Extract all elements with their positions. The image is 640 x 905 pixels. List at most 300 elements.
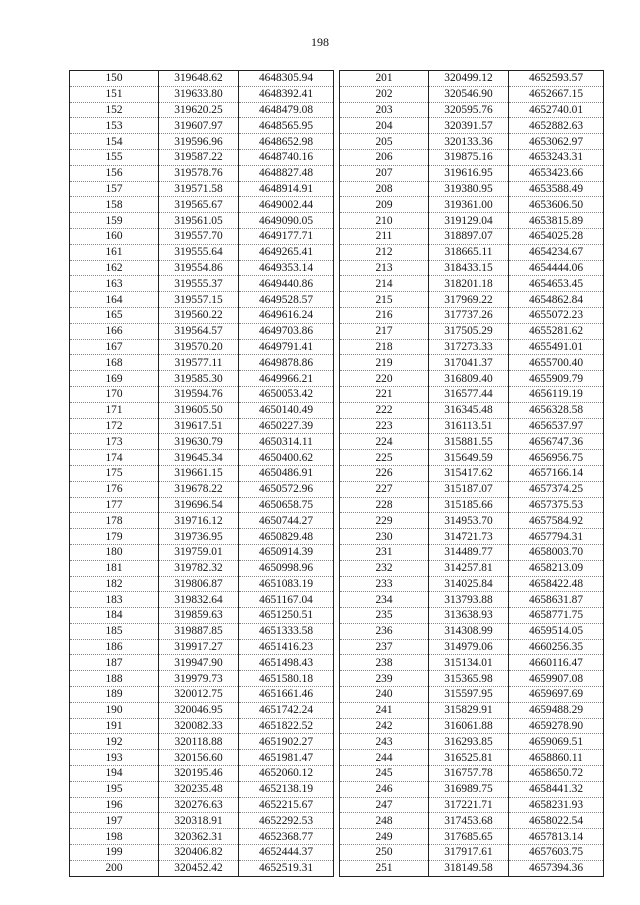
left-x-coordinate-cell: 320318.91 <box>159 813 239 829</box>
right-y-coordinate-cell: 4652882.63 <box>509 118 604 134</box>
table-row <box>70 71 604 87</box>
left-point-number-cell: 197 <box>70 813 159 829</box>
right-y-coordinate-cell: 4656537.97 <box>509 418 604 434</box>
right-y-coordinate-cell: 4656119.19 <box>509 386 604 402</box>
left-x-coordinate-cell: 320195.46 <box>159 766 239 782</box>
right-point-number-cell: 218 <box>340 339 429 355</box>
left-point-number-cell: 158 <box>70 197 159 213</box>
left-x-coordinate-cell: 319605.50 <box>159 402 239 418</box>
right-x-coordinate-cell: 315365.98 <box>429 671 509 687</box>
left-y-coordinate-cell: 4649090.05 <box>239 213 334 229</box>
left-point-number-cell: 190 <box>70 702 159 718</box>
table-row <box>70 434 604 450</box>
left-point-number-cell: 169 <box>70 371 159 387</box>
table-row <box>70 623 604 639</box>
right-y-coordinate-cell: 4656328.58 <box>509 402 604 418</box>
right-y-coordinate-cell: 4656747.36 <box>509 434 604 450</box>
right-y-coordinate-cell: 4655700.40 <box>509 355 604 371</box>
left-point-number-cell: 175 <box>70 465 159 481</box>
left-y-coordinate-cell: 4649791.41 <box>239 339 334 355</box>
table-row <box>70 608 604 624</box>
left-x-coordinate-cell: 319979.73 <box>159 671 239 687</box>
right-y-coordinate-cell: 4653588.49 <box>509 181 604 197</box>
left-y-coordinate-cell: 4650400.62 <box>239 450 334 466</box>
right-x-coordinate-cell: 316113.51 <box>429 418 509 434</box>
right-y-coordinate-cell: 4658213.09 <box>509 560 604 576</box>
right-y-coordinate-cell: 4653243.31 <box>509 149 604 165</box>
right-x-coordinate-cell: 316989.75 <box>429 781 509 797</box>
right-x-coordinate-cell: 317453.68 <box>429 813 509 829</box>
right-y-coordinate-cell: 4659278.90 <box>509 718 604 734</box>
right-x-coordinate-cell: 318433.15 <box>429 260 509 276</box>
right-y-coordinate-cell: 4653062.97 <box>509 134 604 150</box>
right-point-number-cell: 211 <box>340 228 429 244</box>
left-y-coordinate-cell: 4652368.77 <box>239 829 334 845</box>
left-point-number-cell: 185 <box>70 623 159 639</box>
table-row <box>70 260 604 276</box>
left-point-number-cell: 199 <box>70 845 159 861</box>
table-row <box>70 671 604 687</box>
left-x-coordinate-cell: 320276.63 <box>159 797 239 813</box>
right-point-number-cell: 224 <box>340 434 429 450</box>
right-x-coordinate-cell: 315649.59 <box>429 450 509 466</box>
table-row <box>70 102 604 118</box>
right-point-number-cell: 202 <box>340 86 429 102</box>
left-point-number-cell: 160 <box>70 228 159 244</box>
left-y-coordinate-cell: 4649703.86 <box>239 323 334 339</box>
right-point-number-cell: 248 <box>340 813 429 829</box>
left-x-coordinate-cell: 319620.25 <box>159 102 239 118</box>
right-point-number-cell: 205 <box>340 134 429 150</box>
table-row <box>70 307 604 323</box>
right-point-number-cell: 208 <box>340 181 429 197</box>
left-point-number-cell: 183 <box>70 592 159 608</box>
right-point-number-cell: 240 <box>340 687 429 703</box>
table-row <box>70 355 604 371</box>
right-y-coordinate-cell: 4653815.89 <box>509 213 604 229</box>
left-x-coordinate-cell: 320082.33 <box>159 718 239 734</box>
left-y-coordinate-cell: 4651661.46 <box>239 687 334 703</box>
right-x-coordinate-cell: 320499.12 <box>429 71 509 87</box>
right-y-coordinate-cell: 4660256.35 <box>509 639 604 655</box>
right-x-coordinate-cell: 315881.55 <box>429 434 509 450</box>
left-x-coordinate-cell: 319577.11 <box>159 355 239 371</box>
left-point-number-cell: 152 <box>70 102 159 118</box>
left-y-coordinate-cell: 4652215.67 <box>239 797 334 813</box>
right-y-coordinate-cell: 4654444.06 <box>509 260 604 276</box>
table-row <box>70 544 604 560</box>
right-y-coordinate-cell: 4653423.66 <box>509 165 604 181</box>
table-row <box>70 829 604 845</box>
left-point-number-cell: 192 <box>70 734 159 750</box>
right-point-number-cell: 250 <box>340 845 429 861</box>
table-row <box>70 450 604 466</box>
left-point-number-cell: 191 <box>70 718 159 734</box>
left-y-coordinate-cell: 4648392.41 <box>239 86 334 102</box>
table-row <box>70 797 604 813</box>
right-point-number-cell: 242 <box>340 718 429 734</box>
left-point-number-cell: 167 <box>70 339 159 355</box>
right-x-coordinate-cell: 314721.73 <box>429 529 509 545</box>
right-point-number-cell: 230 <box>340 529 429 545</box>
table-row <box>70 165 604 181</box>
left-point-number-cell: 161 <box>70 244 159 260</box>
left-point-number-cell: 194 <box>70 766 159 782</box>
left-y-coordinate-cell: 4649177.71 <box>239 228 334 244</box>
right-point-number-cell: 228 <box>340 497 429 513</box>
right-point-number-cell: 231 <box>340 544 429 560</box>
right-x-coordinate-cell: 318665.11 <box>429 244 509 260</box>
left-point-number-cell: 186 <box>70 639 159 655</box>
left-x-coordinate-cell: 319587.22 <box>159 149 239 165</box>
left-y-coordinate-cell: 4651167.04 <box>239 592 334 608</box>
table-row <box>70 813 604 829</box>
right-point-number-cell: 233 <box>340 576 429 592</box>
table-row <box>70 276 604 292</box>
right-point-number-cell: 216 <box>340 307 429 323</box>
table-row <box>70 576 604 592</box>
right-x-coordinate-cell: 314489.77 <box>429 544 509 560</box>
table-row <box>70 386 604 402</box>
left-y-coordinate-cell: 4651333.58 <box>239 623 334 639</box>
left-y-coordinate-cell: 4648740.16 <box>239 149 334 165</box>
right-x-coordinate-cell: 317917.61 <box>429 845 509 861</box>
left-y-coordinate-cell: 4650744.27 <box>239 513 334 529</box>
left-x-coordinate-cell: 319571.58 <box>159 181 239 197</box>
left-y-coordinate-cell: 4650486.91 <box>239 465 334 481</box>
right-x-coordinate-cell: 317505.29 <box>429 323 509 339</box>
right-x-coordinate-cell: 319129.04 <box>429 213 509 229</box>
right-y-coordinate-cell: 4659907.08 <box>509 671 604 687</box>
left-x-coordinate-cell: 319560.22 <box>159 307 239 323</box>
right-point-number-cell: 229 <box>340 513 429 529</box>
left-point-number-cell: 155 <box>70 149 159 165</box>
right-x-coordinate-cell: 314257.81 <box>429 560 509 576</box>
right-x-coordinate-cell: 314979.06 <box>429 639 509 655</box>
table-row <box>70 639 604 655</box>
right-y-coordinate-cell: 4657603.75 <box>509 845 604 861</box>
right-point-number-cell: 207 <box>340 165 429 181</box>
right-y-coordinate-cell: 4654234.67 <box>509 244 604 260</box>
left-y-coordinate-cell: 4651083.19 <box>239 576 334 592</box>
left-y-coordinate-cell: 4650227.39 <box>239 418 334 434</box>
right-x-coordinate-cell: 315187.07 <box>429 481 509 497</box>
left-x-coordinate-cell: 320452.42 <box>159 860 239 876</box>
left-y-coordinate-cell: 4651416.23 <box>239 639 334 655</box>
table-row <box>70 228 604 244</box>
left-point-number-cell: 195 <box>70 781 159 797</box>
right-y-coordinate-cell: 4658771.75 <box>509 608 604 624</box>
right-x-coordinate-cell: 320595.76 <box>429 102 509 118</box>
table-row <box>70 655 604 671</box>
right-x-coordinate-cell: 315597.95 <box>429 687 509 703</box>
right-y-coordinate-cell: 4659514.05 <box>509 623 604 639</box>
left-point-number-cell: 177 <box>70 497 159 513</box>
table-row <box>70 766 604 782</box>
right-point-number-cell: 203 <box>340 102 429 118</box>
right-x-coordinate-cell: 319361.00 <box>429 197 509 213</box>
right-y-coordinate-cell: 4657584.92 <box>509 513 604 529</box>
right-x-coordinate-cell: 319616.95 <box>429 165 509 181</box>
left-x-coordinate-cell: 319585.30 <box>159 371 239 387</box>
right-x-coordinate-cell: 314025.84 <box>429 576 509 592</box>
right-point-number-cell: 232 <box>340 560 429 576</box>
right-x-coordinate-cell: 314953.70 <box>429 513 509 529</box>
left-point-number-cell: 159 <box>70 213 159 229</box>
left-x-coordinate-cell: 319696.54 <box>159 497 239 513</box>
left-y-coordinate-cell: 4650914.39 <box>239 544 334 560</box>
left-point-number-cell: 178 <box>70 513 159 529</box>
left-x-coordinate-cell: 320012.75 <box>159 687 239 703</box>
table-row <box>70 702 604 718</box>
right-point-number-cell: 249 <box>340 829 429 845</box>
table-row <box>70 86 604 102</box>
left-x-coordinate-cell: 319607.97 <box>159 118 239 134</box>
left-point-number-cell: 166 <box>70 323 159 339</box>
right-point-number-cell: 201 <box>340 71 429 87</box>
left-y-coordinate-cell: 4651580.18 <box>239 671 334 687</box>
left-y-coordinate-cell: 4649353.14 <box>239 260 334 276</box>
right-point-number-cell: 206 <box>340 149 429 165</box>
left-point-number-cell: 162 <box>70 260 159 276</box>
right-y-coordinate-cell: 4652740.01 <box>509 102 604 118</box>
right-y-coordinate-cell: 4658441.32 <box>509 781 604 797</box>
left-x-coordinate-cell: 319678.22 <box>159 481 239 497</box>
left-point-number-cell: 189 <box>70 687 159 703</box>
right-y-coordinate-cell: 4657394.36 <box>509 860 604 876</box>
right-y-coordinate-cell: 4657813.14 <box>509 829 604 845</box>
right-x-coordinate-cell: 318149.58 <box>429 860 509 876</box>
left-x-coordinate-cell: 319596.96 <box>159 134 239 150</box>
table-row <box>70 481 604 497</box>
left-y-coordinate-cell: 4650053.42 <box>239 386 334 402</box>
right-x-coordinate-cell: 317273.33 <box>429 339 509 355</box>
left-y-coordinate-cell: 4649440.86 <box>239 276 334 292</box>
right-point-number-cell: 217 <box>340 323 429 339</box>
left-y-coordinate-cell: 4650314.11 <box>239 434 334 450</box>
left-point-number-cell: 171 <box>70 402 159 418</box>
left-point-number-cell: 174 <box>70 450 159 466</box>
right-x-coordinate-cell: 316577.44 <box>429 386 509 402</box>
right-point-number-cell: 226 <box>340 465 429 481</box>
right-point-number-cell: 243 <box>340 734 429 750</box>
right-point-number-cell: 238 <box>340 655 429 671</box>
left-y-coordinate-cell: 4649265.41 <box>239 244 334 260</box>
left-y-coordinate-cell: 4648565.95 <box>239 118 334 134</box>
right-point-number-cell: 234 <box>340 592 429 608</box>
table-row <box>70 497 604 513</box>
table-row <box>70 418 604 434</box>
left-point-number-cell: 184 <box>70 608 159 624</box>
table-row <box>70 118 604 134</box>
right-point-number-cell: 220 <box>340 371 429 387</box>
left-y-coordinate-cell: 4649966.21 <box>239 371 334 387</box>
left-point-number-cell: 200 <box>70 860 159 876</box>
right-y-coordinate-cell: 4655491.01 <box>509 339 604 355</box>
left-point-number-cell: 193 <box>70 750 159 766</box>
right-x-coordinate-cell: 315185.66 <box>429 497 509 513</box>
left-x-coordinate-cell: 319561.05 <box>159 213 239 229</box>
right-y-coordinate-cell: 4659697.69 <box>509 687 604 703</box>
table-row <box>70 592 604 608</box>
right-x-coordinate-cell: 317221.71 <box>429 797 509 813</box>
left-point-number-cell: 173 <box>70 434 159 450</box>
right-y-coordinate-cell: 4655909.79 <box>509 371 604 387</box>
left-point-number-cell: 170 <box>70 386 159 402</box>
right-x-coordinate-cell: 315417.62 <box>429 465 509 481</box>
left-x-coordinate-cell: 319887.85 <box>159 623 239 639</box>
left-y-coordinate-cell: 4649528.57 <box>239 292 334 308</box>
left-x-coordinate-cell: 319648.62 <box>159 71 239 87</box>
right-point-number-cell: 247 <box>340 797 429 813</box>
left-point-number-cell: 168 <box>70 355 159 371</box>
left-y-coordinate-cell: 4648479.08 <box>239 102 334 118</box>
left-x-coordinate-cell: 319565.67 <box>159 197 239 213</box>
left-y-coordinate-cell: 4648827.48 <box>239 165 334 181</box>
table-row <box>70 860 604 876</box>
left-point-number-cell: 157 <box>70 181 159 197</box>
left-x-coordinate-cell: 319782.32 <box>159 560 239 576</box>
table-row <box>70 197 604 213</box>
left-y-coordinate-cell: 4651981.47 <box>239 750 334 766</box>
coordinate-table <box>69 70 604 877</box>
table-row <box>70 750 604 766</box>
left-point-number-cell: 151 <box>70 86 159 102</box>
left-point-number-cell: 198 <box>70 829 159 845</box>
left-point-number-cell: 187 <box>70 655 159 671</box>
left-y-coordinate-cell: 4650140.49 <box>239 402 334 418</box>
left-y-coordinate-cell: 4650658.75 <box>239 497 334 513</box>
left-x-coordinate-cell: 319557.15 <box>159 292 239 308</box>
right-y-coordinate-cell: 4657375.53 <box>509 497 604 513</box>
right-y-coordinate-cell: 4654025.28 <box>509 228 604 244</box>
left-x-coordinate-cell: 319630.79 <box>159 434 239 450</box>
right-x-coordinate-cell: 317685.65 <box>429 829 509 845</box>
table-row <box>70 323 604 339</box>
left-x-coordinate-cell: 319564.57 <box>159 323 239 339</box>
left-x-coordinate-cell: 319759.01 <box>159 544 239 560</box>
table-row <box>70 513 604 529</box>
right-point-number-cell: 246 <box>340 781 429 797</box>
left-y-coordinate-cell: 4651822.52 <box>239 718 334 734</box>
left-point-number-cell: 150 <box>70 71 159 87</box>
table-row <box>70 244 604 260</box>
left-y-coordinate-cell: 4652292.53 <box>239 813 334 829</box>
left-x-coordinate-cell: 319555.64 <box>159 244 239 260</box>
table-row <box>70 292 604 308</box>
right-y-coordinate-cell: 4655281.62 <box>509 323 604 339</box>
left-y-coordinate-cell: 4650572.96 <box>239 481 334 497</box>
left-y-coordinate-cell: 4649878.86 <box>239 355 334 371</box>
right-y-coordinate-cell: 4654862.84 <box>509 292 604 308</box>
left-x-coordinate-cell: 319645.34 <box>159 450 239 466</box>
left-x-coordinate-cell: 319633.80 <box>159 86 239 102</box>
right-point-number-cell: 221 <box>340 386 429 402</box>
table-row <box>70 781 604 797</box>
left-point-number-cell: 176 <box>70 481 159 497</box>
right-y-coordinate-cell: 4652593.57 <box>509 71 604 87</box>
right-x-coordinate-cell: 313638.93 <box>429 608 509 624</box>
right-point-number-cell: 241 <box>340 702 429 718</box>
left-x-coordinate-cell: 319806.87 <box>159 576 239 592</box>
right-y-coordinate-cell: 4658422.48 <box>509 576 604 592</box>
table-row <box>70 134 604 150</box>
right-point-number-cell: 209 <box>340 197 429 213</box>
right-x-coordinate-cell: 319380.95 <box>429 181 509 197</box>
right-y-coordinate-cell: 4659488.29 <box>509 702 604 718</box>
right-x-coordinate-cell: 318897.07 <box>429 228 509 244</box>
table-row <box>70 339 604 355</box>
right-x-coordinate-cell: 316345.48 <box>429 402 509 418</box>
left-x-coordinate-cell: 319661.15 <box>159 465 239 481</box>
left-point-number-cell: 163 <box>70 276 159 292</box>
left-x-coordinate-cell: 319716.12 <box>159 513 239 529</box>
right-x-coordinate-cell: 314308.99 <box>429 623 509 639</box>
left-x-coordinate-cell: 320406.82 <box>159 845 239 861</box>
right-point-number-cell: 244 <box>340 750 429 766</box>
left-y-coordinate-cell: 4651742.24 <box>239 702 334 718</box>
right-point-number-cell: 222 <box>340 402 429 418</box>
right-point-number-cell: 239 <box>340 671 429 687</box>
right-y-coordinate-cell: 4657794.31 <box>509 529 604 545</box>
table-row <box>70 718 604 734</box>
left-point-number-cell: 181 <box>70 560 159 576</box>
table-row <box>70 845 604 861</box>
left-x-coordinate-cell: 319917.27 <box>159 639 239 655</box>
right-x-coordinate-cell: 317969.22 <box>429 292 509 308</box>
right-y-coordinate-cell: 4653606.50 <box>509 197 604 213</box>
right-point-number-cell: 215 <box>340 292 429 308</box>
left-y-coordinate-cell: 4648305.94 <box>239 71 334 87</box>
right-point-number-cell: 251 <box>340 860 429 876</box>
right-y-coordinate-cell: 4659069.51 <box>509 734 604 750</box>
left-y-coordinate-cell: 4651902.27 <box>239 734 334 750</box>
left-x-coordinate-cell: 319555.37 <box>159 276 239 292</box>
right-point-number-cell: 212 <box>340 244 429 260</box>
left-x-coordinate-cell: 319859.63 <box>159 608 239 624</box>
right-x-coordinate-cell: 320133.36 <box>429 134 509 150</box>
left-point-number-cell: 196 <box>70 797 159 813</box>
right-y-coordinate-cell: 4658860.11 <box>509 750 604 766</box>
left-y-coordinate-cell: 4651250.51 <box>239 608 334 624</box>
right-x-coordinate-cell: 315134.01 <box>429 655 509 671</box>
right-x-coordinate-cell: 316809.40 <box>429 371 509 387</box>
page-number: 198 <box>311 35 329 49</box>
left-point-number-cell: 156 <box>70 165 159 181</box>
left-y-coordinate-cell: 4652519.31 <box>239 860 334 876</box>
table-row <box>70 149 604 165</box>
right-y-coordinate-cell: 4658650.72 <box>509 766 604 782</box>
right-y-coordinate-cell: 4652667.15 <box>509 86 604 102</box>
left-y-coordinate-cell: 4648914.91 <box>239 181 334 197</box>
right-y-coordinate-cell: 4658003.70 <box>509 544 604 560</box>
right-point-number-cell: 245 <box>340 766 429 782</box>
left-y-coordinate-cell: 4651498.43 <box>239 655 334 671</box>
right-point-number-cell: 235 <box>340 608 429 624</box>
right-point-number-cell: 227 <box>340 481 429 497</box>
right-point-number-cell: 236 <box>340 623 429 639</box>
right-x-coordinate-cell: 313793.88 <box>429 592 509 608</box>
left-y-coordinate-cell: 4652138.19 <box>239 781 334 797</box>
right-point-number-cell: 219 <box>340 355 429 371</box>
right-x-coordinate-cell: 320546.90 <box>429 86 509 102</box>
left-x-coordinate-cell: 319832.64 <box>159 592 239 608</box>
right-x-coordinate-cell: 315829.91 <box>429 702 509 718</box>
left-x-coordinate-cell: 319617.51 <box>159 418 239 434</box>
right-x-coordinate-cell: 317737.26 <box>429 307 509 323</box>
left-x-coordinate-cell: 319570.20 <box>159 339 239 355</box>
left-y-coordinate-cell: 4652444.37 <box>239 845 334 861</box>
